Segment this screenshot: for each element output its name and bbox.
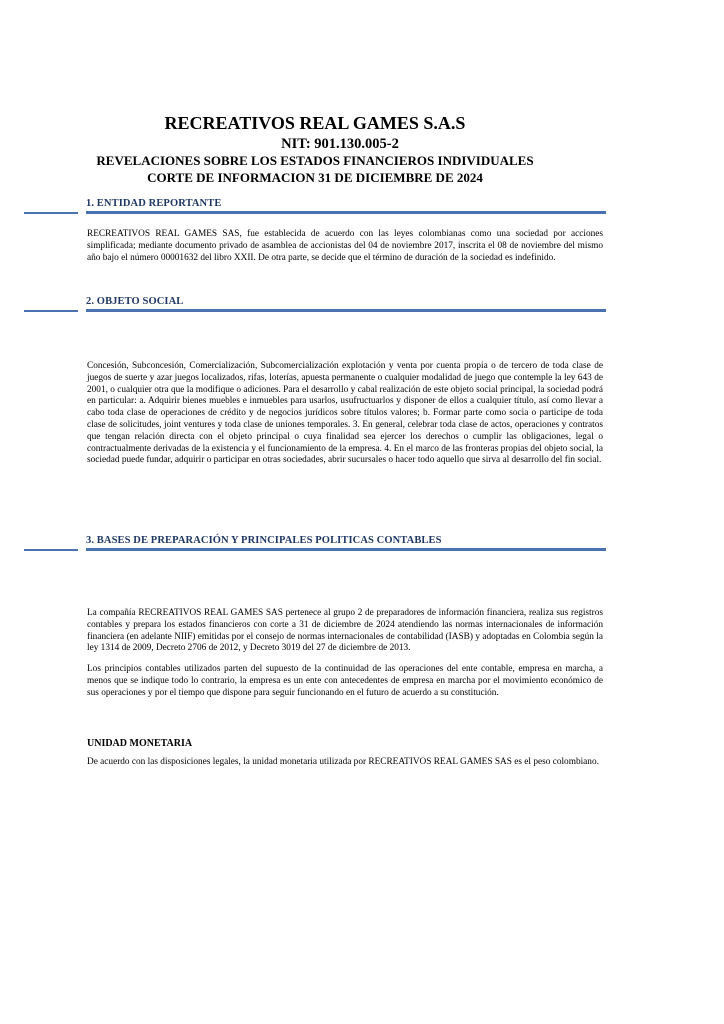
divider-right xyxy=(86,309,606,312)
cutoff-date: CORTE DE INFORMACION 31 DE DICIEMBRE DE 2024 xyxy=(147,170,483,185)
section-body-entidad-reportante: RECREATIVOS REAL GAMES SAS, fue establecida de acuerdo con las leyes colombianas como una sociedad por acciones simplificada; mediante documento privado de asamblea de accionistas del 04 de noviembre 2017, inscrita el 08 de noviembre del mismo año bajo el número 00001632 del libro XXII. De otra parte, se decide que el término de duración de la sociedad es indefinido. xyxy=(87,229,603,263)
section-heading-objeto-social xyxy=(24,296,606,312)
section-body-principios-contables: Los principios contables utilizados parten del supuesto de la continuidad de las operaciones del ente contable, empresa en marcha, a menos que se indique todo lo contrario, la empresa es un ente con antecedentes de empresa en marcha por el movimiento económico de sus operaciones y por el tiempo que dispone para seguir funcionando en el futuro de acuerdo a su constitución. xyxy=(87,664,603,698)
divider-right xyxy=(86,548,606,551)
section-title: 3. BASES DE PREPARACIÓN Y PRINCIPALES POLITICAS CONTABLES xyxy=(86,535,442,546)
divider-right xyxy=(86,211,606,214)
section-heading-entidad-reportante xyxy=(24,198,606,214)
divider-left xyxy=(24,212,78,214)
section-title: 2. OBJETO SOCIAL xyxy=(86,296,184,307)
body-unidad-monetaria: De acuerdo con las disposiciones legales, la unidad monetaria utilizada por RECREATIVOS REAL GAMES SAS es el peso colombiano. xyxy=(87,757,599,767)
section-body-bases-preparacion: La compañía RECREATIVOS REAL GAMES SAS pertenece al grupo 2 de preparadores de información financiera, realiza sus registros contables y prepara los estados financieros con corte a 31 de diciembre de 2024 atendiendo las normas internacionales de información financiera (en adelante NIIF) emitidas por el consejo de normas internacionales de contabilidad (IASB) y adoptadas en Colombia según la ley 1314 de 2009, Decreto 2706 de 2012, y Decreto 3019 del 27 de diciembre de 2013. xyxy=(87,608,603,654)
document-subtitle: REVELACIONES SOBRE LOS ESTADOS FINANCIEROS INDIVIDUALES xyxy=(96,153,534,168)
section-body-objeto-social: Concesión, Subconcesión, Comercialización, Subcomercialización explotación y venta por cuenta propia o de tercero de toda clase de juegos de suerte y azar juegos localizados, rifas, loterías, apuesta permanente o cualquier modalidad de juego que contemple la ley 643 de 2001, o cualquier otra que la modifique o adiciones. Para el desarrollo y cabal realización de este objeto social principal, la sociedad podrá en particular: a. Adquirir bienes muebles e inmuebles para usarlos, usufructuarlos y disponer de ellos a cualquier título, así como llevar a cabo toda clase de operaciones de crédito y de negocios jurídicos sobre títulos valores; b. Formar parte como socia o participe de toda clase de solicitudes, joint ventures y toda clase de uniones temporales. 3. En general, celebrar toda clase de actos, operaciones y contratos que tengan relación directa con el objeto principal o cuya finalidad sea ejercer los derechos o cumplir las obligaciones, legal o contractualmente derivadas de la existencia y el funcionamiento de la empresa. 4. En el marco de las fronteras propias del objeto social, la sociedad puede fundar, adquirir o participar en otras sociedades, abrir sucursales o hacer todo aquello que sirva al desarrollo del fin social. xyxy=(87,361,603,466)
nit-number: NIT: 901.130.005-2 xyxy=(281,136,399,152)
section-heading-bases-preparacion xyxy=(24,535,606,551)
divider-left xyxy=(24,310,78,312)
divider-left xyxy=(24,549,78,551)
company-name: RECREATIVOS REAL GAMES S.A.S xyxy=(164,113,466,133)
subheading-unidad-monetaria: UNIDAD MONETARIA xyxy=(87,738,193,749)
section-title: 1. ENTIDAD REPORTANTE xyxy=(86,198,222,209)
